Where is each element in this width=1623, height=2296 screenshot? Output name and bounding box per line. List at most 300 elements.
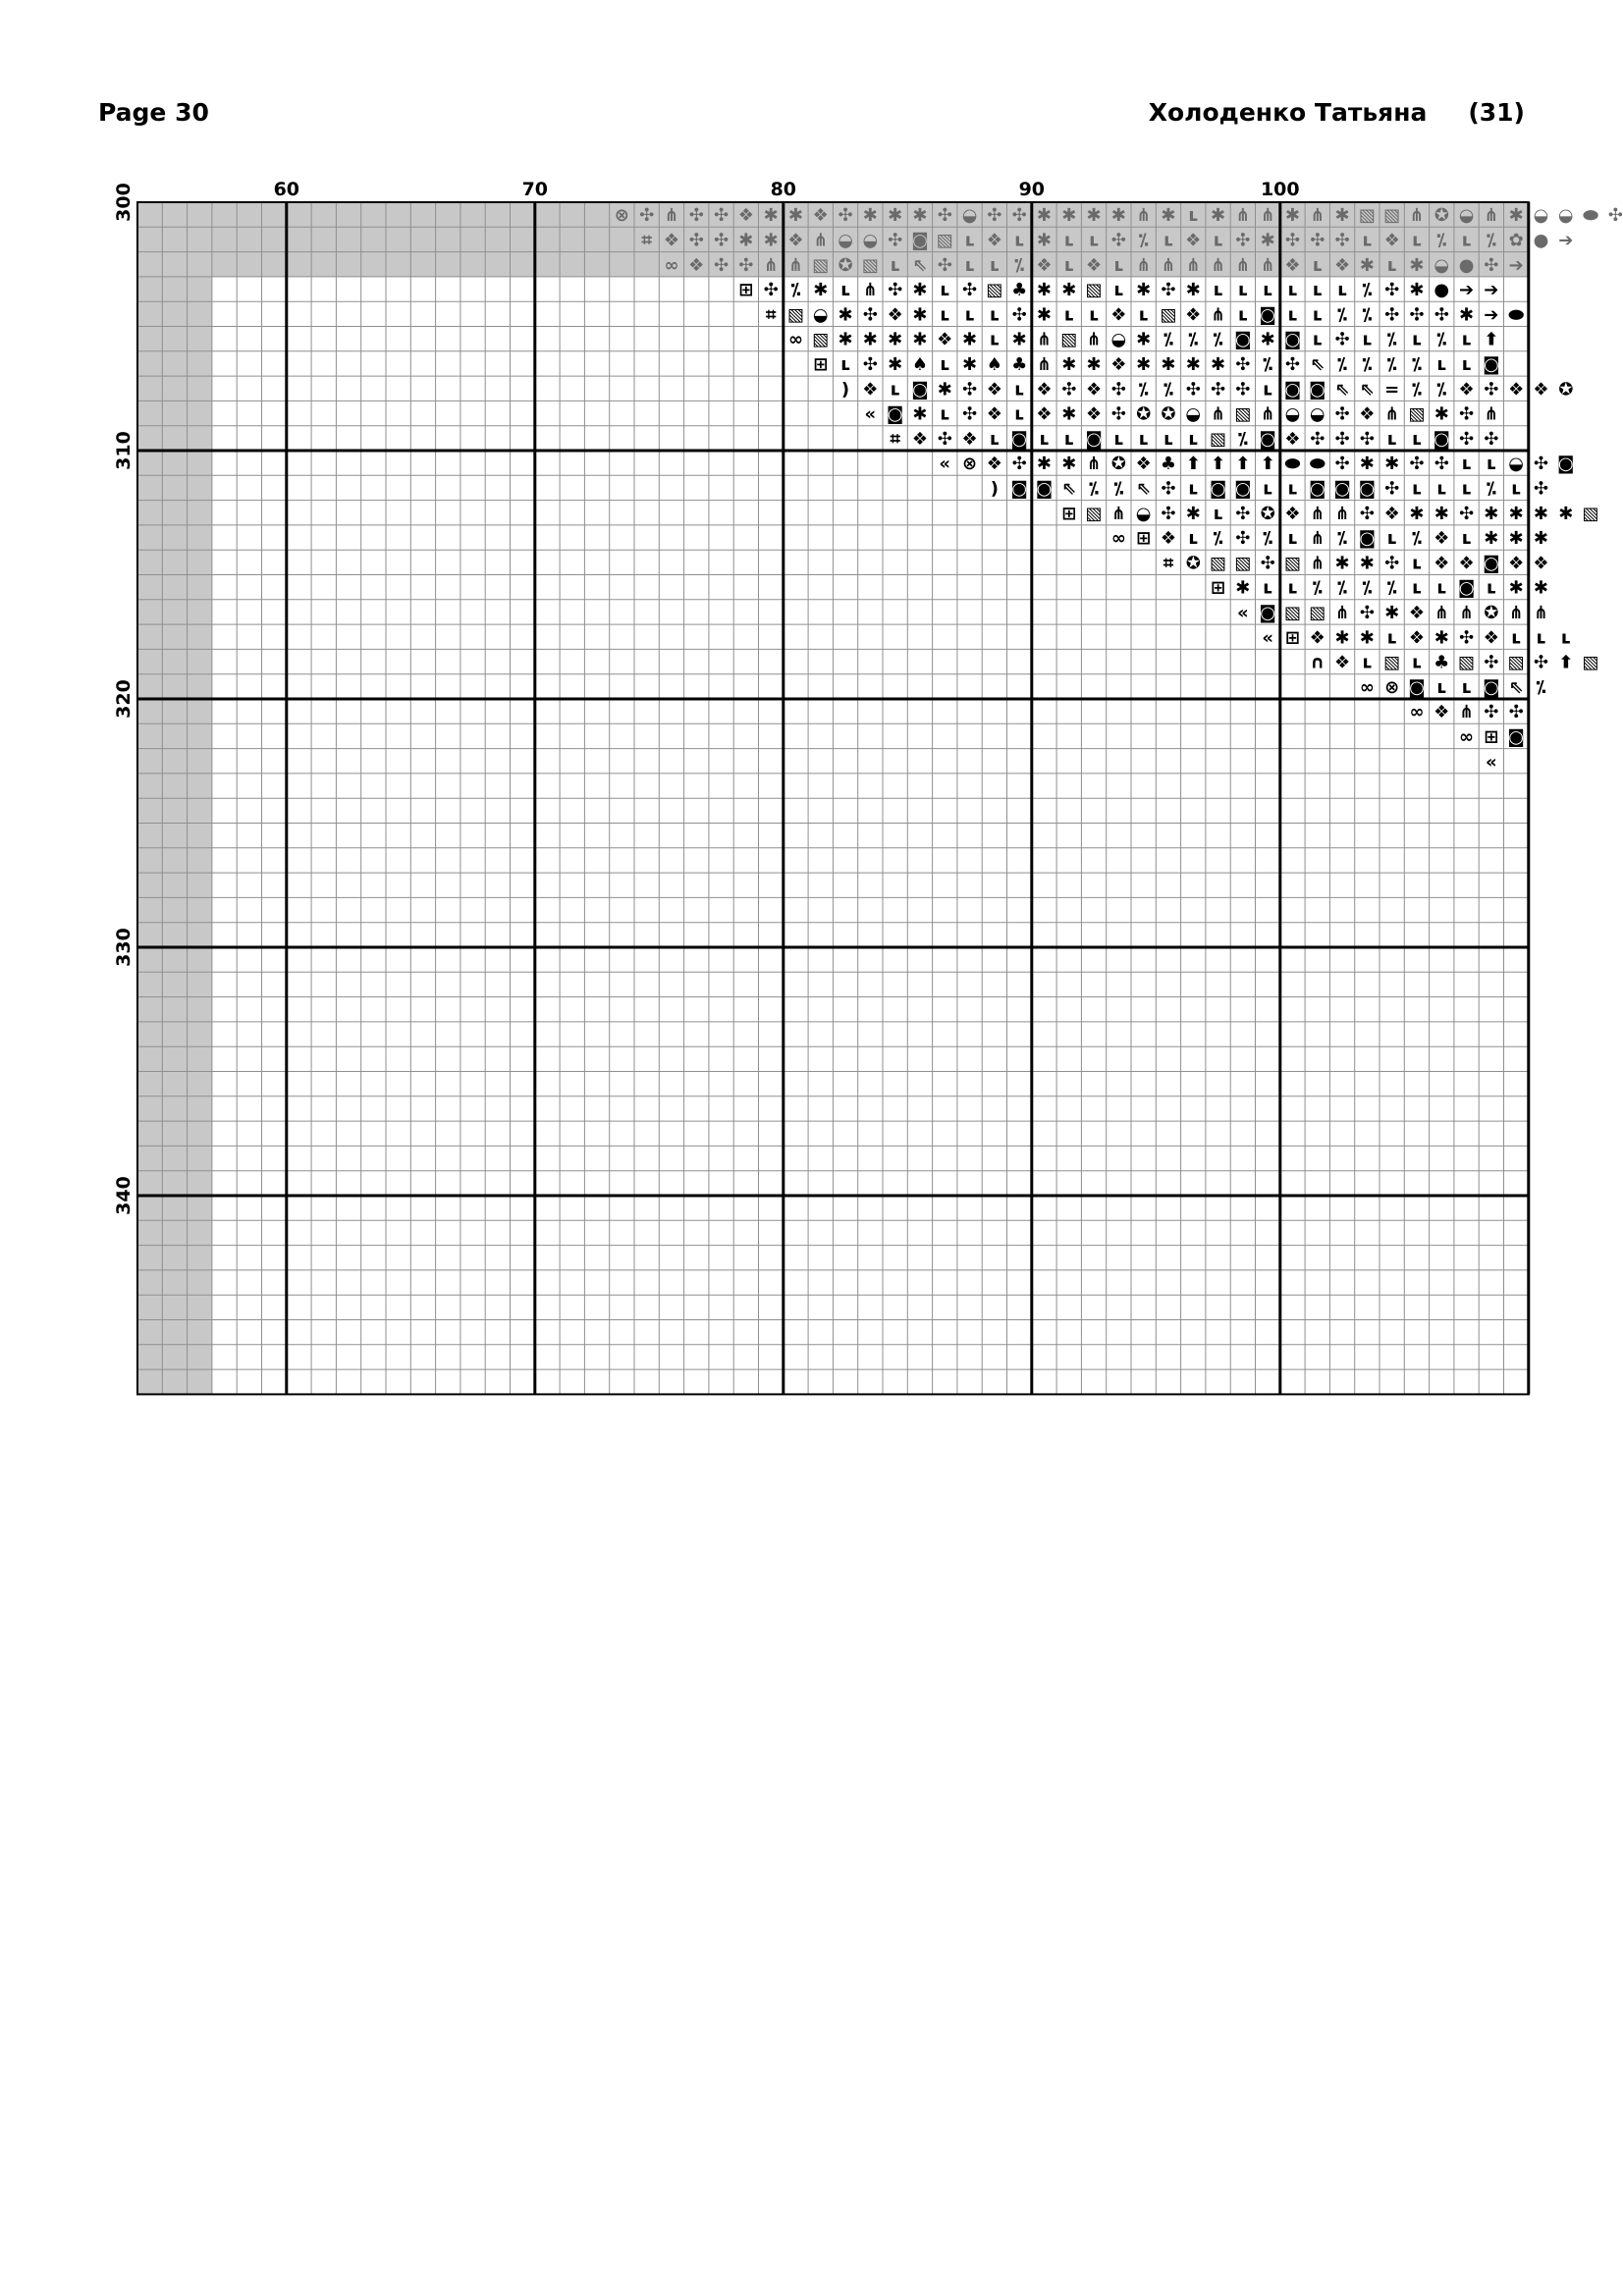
stitch-symbol: ❖ xyxy=(1135,454,1152,475)
stitch-symbol: ✱ xyxy=(888,353,903,375)
stitch-symbol: ʟ xyxy=(1163,230,1173,251)
stitch-symbol: ❖ xyxy=(1284,503,1301,524)
stitch-symbol: ✣ xyxy=(1533,454,1548,475)
stitch-symbol: ∞ xyxy=(787,329,803,350)
stitch-symbol: ✣ xyxy=(1434,304,1449,326)
stitch-symbol: ⊗ xyxy=(614,205,629,227)
stitch-symbol: ʟ xyxy=(1412,329,1422,350)
stitch-symbol: ✪ xyxy=(1484,602,1499,623)
stitch-symbol: ❖ xyxy=(986,403,1002,425)
stitch-symbol: ▧ xyxy=(936,230,953,251)
stitch-symbol: ⇖ xyxy=(1334,379,1350,400)
stitch-symbol: ʟ xyxy=(1386,627,1397,649)
stitch-symbol: ʟ xyxy=(1362,230,1373,251)
stitch-symbol: ⁒ xyxy=(1014,254,1025,276)
stitch-symbol: ∞ xyxy=(1110,528,1126,550)
stitch-symbol: ✣ xyxy=(1334,428,1350,450)
stitch-symbol: ⊞ xyxy=(813,353,829,375)
stitch-symbol: ❖ xyxy=(1160,528,1177,550)
stitch-symbol: ⁒ xyxy=(1337,353,1348,375)
stitch-symbol: ✱ xyxy=(1235,577,1251,599)
stitch-symbol: ✱ xyxy=(1185,503,1201,524)
stitch-symbol: ✣ xyxy=(1334,230,1350,251)
stitch-symbol: ⋔ xyxy=(1459,602,1475,623)
stitch-symbol: ▧ xyxy=(1458,652,1476,673)
stitch-symbol: ⋔ xyxy=(1508,602,1524,623)
stitch-symbol: ◙ xyxy=(1483,353,1500,375)
stitch-symbol: ⁒ xyxy=(1337,528,1348,550)
stitch-symbol: ❖ xyxy=(911,428,929,450)
stitch-symbol: « xyxy=(1237,602,1249,623)
stitch-symbol: ✣ xyxy=(937,428,952,450)
stitch-symbol: ❖ xyxy=(1383,230,1400,251)
stitch-symbol: ◙ xyxy=(1433,428,1450,450)
stitch-symbol: ⁒ xyxy=(1362,353,1373,375)
stitch-symbol: ▧ xyxy=(1234,403,1252,425)
stitch-symbol: ʟ xyxy=(1287,304,1298,326)
stitch-symbol: ⋔ xyxy=(1334,602,1350,623)
stitch-symbol: ✣ xyxy=(714,254,730,276)
stitch-symbol: ⁒ xyxy=(1213,528,1223,550)
stitch-symbol: « xyxy=(1486,751,1497,773)
stitch-symbol: ♣ xyxy=(1011,280,1028,301)
stitch-symbol: ✱ xyxy=(1211,205,1226,227)
stitch-symbol: ʟ xyxy=(1263,478,1273,500)
stitch-symbol: ♠ xyxy=(911,353,929,375)
stitch-symbol: ✣ xyxy=(1359,602,1375,623)
stitch-symbol: ʟ xyxy=(1113,280,1124,301)
stitch-symbol: ✱ xyxy=(912,403,928,425)
stitch-symbol: ⊗ xyxy=(962,454,978,475)
stitch-symbol: ✱ xyxy=(912,329,928,350)
stitch-symbol: ⋔ xyxy=(763,254,779,276)
stitch-symbol: ◙ xyxy=(1259,602,1276,623)
stitch-symbol: ✣ xyxy=(1434,454,1449,475)
stitch-symbol: ⋔ xyxy=(1161,254,1176,276)
stitch-symbol: ʟ xyxy=(940,304,950,326)
stitch-symbol: ▧ xyxy=(1234,553,1252,574)
stitch-symbol: ʟ xyxy=(1461,676,1472,698)
stitch-symbol: ✱ xyxy=(1334,205,1350,227)
stitch-symbol: ʟ xyxy=(1436,676,1447,698)
stitch-symbol: ✱ xyxy=(1136,329,1152,350)
stitch-symbol: ✣ xyxy=(1334,454,1350,475)
stitch-symbol: ❖ xyxy=(1284,254,1301,276)
stitch-symbol: ✱ xyxy=(1508,205,1524,227)
stitch-symbol: ⬆ xyxy=(1558,652,1574,673)
stitch-symbol: ✪ xyxy=(1161,403,1176,425)
stitch-symbol: ✱ xyxy=(962,329,978,350)
stitch-symbol: ❖ xyxy=(862,379,879,400)
stitch-symbol: ✣ xyxy=(1409,304,1425,326)
stitch-symbol: ʟ xyxy=(1362,652,1373,673)
stitch-symbol: ✱ xyxy=(937,379,952,400)
stitch-symbol: ✱ xyxy=(1136,280,1152,301)
stitch-symbol: ✱ xyxy=(1533,528,1548,550)
stitch-symbol: ⋔ xyxy=(1185,254,1201,276)
stitch-symbol: ✣ xyxy=(1533,652,1548,673)
stitch-symbol: ✣ xyxy=(1484,254,1499,276)
stitch-symbol: ✱ xyxy=(838,329,853,350)
stitch-symbol: ⋔ xyxy=(1211,304,1226,326)
stitch-symbol: ▧ xyxy=(1210,553,1227,574)
stitch-symbol: ● xyxy=(1533,230,1549,251)
stitch-symbol: ⁒ xyxy=(1138,379,1149,400)
stitch-symbol: ❖ xyxy=(1185,304,1202,326)
stitch-symbol: ʟ xyxy=(964,230,975,251)
stitch-symbol: ▧ xyxy=(1060,329,1078,350)
stitch-symbol: ✣ xyxy=(639,205,655,227)
stitch-symbol: ▧ xyxy=(1383,652,1401,673)
stitch-symbol: ʟ xyxy=(1014,403,1025,425)
stitch-symbol: ʟ xyxy=(840,353,850,375)
stitch-symbol: ✣ xyxy=(1110,230,1126,251)
stitch-symbol: ʟ xyxy=(1237,304,1248,326)
stitch-symbol: ✣ xyxy=(1607,205,1623,227)
stitch-symbol: ʟ xyxy=(964,304,975,326)
column-label: 100 xyxy=(1260,179,1300,200)
stitch-symbol: ⊞ xyxy=(1484,726,1499,748)
stitch-symbol: ʟ xyxy=(1412,652,1422,673)
stitch-symbol: ⇖ xyxy=(1508,676,1524,698)
stitch-symbol: ʟ xyxy=(1138,428,1149,450)
stitch-symbol: ✣ xyxy=(1161,280,1176,301)
stitch-symbol: ⋔ xyxy=(1211,403,1226,425)
stitch-symbol: ✱ xyxy=(1508,577,1524,599)
stitch-symbol: ❖ xyxy=(1036,254,1053,276)
stitch-symbol: ⌗ xyxy=(641,230,652,251)
stitch-symbol: ʟ xyxy=(1089,230,1099,251)
stitch-symbol: ✣ xyxy=(1484,379,1499,400)
stitch-symbol: ⇖ xyxy=(1359,379,1375,400)
stitch-symbol: ❖ xyxy=(961,428,978,450)
stitch-symbol: ʟ xyxy=(1263,280,1273,301)
page-label: Page 30 xyxy=(98,98,209,127)
stitch-symbol: ⬆ xyxy=(1235,454,1251,475)
stitch-symbol: ʟ xyxy=(1461,478,1472,500)
stitch-symbol: ◒ xyxy=(1110,329,1127,350)
stitch-symbol: ⬆ xyxy=(1260,454,1275,475)
stitch-symbol: ❖ xyxy=(1458,553,1475,574)
stitch-symbol: ʟ xyxy=(1089,304,1099,326)
stitch-symbol: ❖ xyxy=(1309,627,1325,649)
stitch-symbol: ❖ xyxy=(1110,353,1127,375)
stitch-symbol: ✣ xyxy=(714,205,730,227)
stitch-symbols xyxy=(615,205,1623,773)
stitch-symbol: ✱ xyxy=(1161,353,1176,375)
stitch-symbol: ❖ xyxy=(1508,379,1525,400)
stitch-symbol: ⁒ xyxy=(1362,304,1373,326)
stitch-symbol: ʟ xyxy=(1063,230,1074,251)
stitch-symbol: ⁒ xyxy=(1362,280,1373,301)
stitch-symbol: ✱ xyxy=(1484,528,1499,550)
stitch-symbol: ✱ xyxy=(1110,205,1126,227)
stitch-symbol: ❖ xyxy=(812,205,829,227)
stitch-symbol: ▧ xyxy=(1283,553,1301,574)
stitch-symbol: ⬬ xyxy=(1284,454,1301,475)
stitch-symbol: ✣ xyxy=(1235,528,1251,550)
stitch-symbol: ⋔ xyxy=(862,280,878,301)
stitch-symbol: ❖ xyxy=(1483,627,1499,649)
stitch-symbol: ʟ xyxy=(840,280,850,301)
stitch-symbol: ) xyxy=(990,478,999,500)
stitch-symbol: ✣ xyxy=(962,280,978,301)
column-label: 80 xyxy=(770,179,797,200)
stitch-symbol: ⁒ xyxy=(1386,577,1397,599)
stitch-symbol: ✣ xyxy=(1533,478,1548,500)
stitch-symbol: ✣ xyxy=(1235,503,1251,524)
stitch-symbol: ʟ xyxy=(1386,254,1397,276)
stitch-symbol: ʟ xyxy=(1436,577,1447,599)
stitch-symbol: ✣ xyxy=(1459,627,1475,649)
stitch-symbol: ◙ xyxy=(1457,577,1476,599)
stitch-symbol: ✱ xyxy=(838,304,853,326)
stitch-symbol: ✱ xyxy=(1384,454,1400,475)
stitch-symbol: ʟ xyxy=(890,254,900,276)
stitch-symbol: ⁒ xyxy=(1237,428,1248,450)
stitch-symbol: ✣ xyxy=(1260,553,1275,574)
stitch-symbol: ◙ xyxy=(1358,478,1377,500)
stitch-symbol: ✱ xyxy=(763,230,779,251)
stitch-symbol: ✱ xyxy=(862,329,878,350)
stitch-symbol: ❖ xyxy=(1284,428,1301,450)
stitch-symbol: ✱ xyxy=(1558,503,1574,524)
stitch-symbol: ❖ xyxy=(1359,403,1376,425)
stitch-symbol: ʟ xyxy=(989,254,1000,276)
stitch-symbol: ✪ xyxy=(1558,379,1574,400)
stitch-symbol: ✱ xyxy=(787,205,803,227)
stitch-symbol: ❖ xyxy=(1434,553,1450,574)
stitch-symbol: ➔ xyxy=(1459,280,1475,301)
stitch-symbol: ✪ xyxy=(1185,553,1201,574)
stitch-symbol: ✣ xyxy=(1110,379,1126,400)
stitch-symbol: ʟ xyxy=(1436,353,1447,375)
stitch-symbol: ♣ xyxy=(1434,652,1450,673)
stitch-symbol: ʟ xyxy=(1287,280,1298,301)
stitch-symbol: ʟ xyxy=(1436,478,1447,500)
stitch-symbol: ✱ xyxy=(862,205,878,227)
stitch-symbol: ⁒ xyxy=(1163,379,1173,400)
stitch-symbol: ◒ xyxy=(1434,254,1450,276)
stitch-symbol: ʟ xyxy=(1287,528,1298,550)
stitch-symbol: ✣ xyxy=(688,230,704,251)
stitch-symbol: ✣ xyxy=(1384,553,1400,574)
stitch-symbol: ✱ xyxy=(1508,503,1524,524)
stitch-symbol: ❖ xyxy=(1036,403,1053,425)
stitch-symbol: ʟ xyxy=(964,254,975,276)
stitch-symbol: ✪ xyxy=(1260,503,1275,524)
stitch-symbol: ✣ xyxy=(714,230,730,251)
stitch-symbol: ✱ xyxy=(912,205,928,227)
stitch-symbol: ⁒ xyxy=(1213,329,1223,350)
stitch-symbol: ⋔ xyxy=(1334,503,1350,524)
stitch-symbol: ⋔ xyxy=(1310,205,1325,227)
stitch-symbol: ◙ xyxy=(1408,676,1426,698)
stitch-symbol: ⋔ xyxy=(1310,553,1325,574)
stitch-symbol: ʟ xyxy=(1337,280,1347,301)
stitch-symbol: ▧ xyxy=(1085,280,1103,301)
stitch-symbol: ◙ xyxy=(1234,478,1252,500)
stitch-symbol: ◙ xyxy=(1333,478,1351,500)
stitch-symbol: ⋔ xyxy=(1036,329,1052,350)
stitch-symbol: ʟ xyxy=(1386,428,1397,450)
stitch-symbol: ʟ xyxy=(1014,230,1025,251)
stitch-symbol: ʟ xyxy=(1287,478,1298,500)
stitch-symbol: ✱ xyxy=(1185,353,1201,375)
stitch-symbol: ʟ xyxy=(1560,627,1571,649)
stitch-symbol: ◙ xyxy=(1483,676,1500,698)
stitch-symbol: ✱ xyxy=(1533,577,1548,599)
stitch-symbol: ✱ xyxy=(1161,205,1176,227)
stitch-symbol: ✣ xyxy=(937,205,952,227)
stitch-symbol: ⌗ xyxy=(1163,553,1174,574)
stitch-symbol: « xyxy=(864,403,877,425)
stitch-symbol: ✪ xyxy=(838,254,853,276)
stitch-symbol: ʟ xyxy=(940,280,950,301)
stitch-symbol: ⌗ xyxy=(766,304,777,326)
stitch-symbol: ✣ xyxy=(1484,652,1499,673)
stitch-symbol: ⬆ xyxy=(1185,454,1201,475)
stitch-symbol: ✱ xyxy=(1086,205,1102,227)
stitch-symbol: ✱ xyxy=(888,205,903,227)
stitch-symbol: ⁒ xyxy=(1436,379,1447,400)
stitch-symbol: ✱ xyxy=(888,329,903,350)
stitch-symbol: ✱ xyxy=(1260,230,1275,251)
stitch-symbol: ⋔ xyxy=(1310,528,1325,550)
stitch-symbol: ✱ xyxy=(1409,254,1425,276)
stitch-symbol: ✱ xyxy=(1409,503,1425,524)
stitch-symbol: ʟ xyxy=(1511,627,1522,649)
stitch-symbol: ✣ xyxy=(1359,428,1375,450)
stitch-symbol: ⊗ xyxy=(1384,676,1400,698)
stitch-symbol: ▧ xyxy=(1582,652,1599,673)
stitch-symbol: ✱ xyxy=(1384,602,1400,623)
stitch-symbol: ✪ xyxy=(1434,205,1449,227)
stitch-symbol: ʟ xyxy=(1486,577,1496,599)
stitch-symbol: ✣ xyxy=(1011,304,1027,326)
stitch-symbol: ʟ xyxy=(1163,428,1173,450)
stitch-symbol: ♣ xyxy=(1011,353,1028,375)
stitch-symbol: ✱ xyxy=(1359,254,1375,276)
stitch-symbol: ⁒ xyxy=(1411,379,1422,400)
stitch-symbol: ⬆ xyxy=(1211,454,1226,475)
row-label: 330 xyxy=(113,928,135,967)
stitch-symbol: ⊞ xyxy=(1136,528,1152,550)
stitch-symbol: ✣ xyxy=(1161,503,1176,524)
stitch-symbol: ◒ xyxy=(1508,454,1525,475)
stitch-symbol: ❖ xyxy=(688,254,705,276)
stitch-symbol: ⁒ xyxy=(1486,230,1496,251)
stitch-symbol: ❖ xyxy=(1085,379,1103,400)
stitch-symbol: ✣ xyxy=(688,205,704,227)
stitch-symbol: ✣ xyxy=(1235,230,1251,251)
stitch-symbol: ✱ xyxy=(1061,205,1077,227)
stitch-symbol: ʟ xyxy=(1412,553,1422,574)
stitch-symbol: ▧ xyxy=(1160,304,1177,326)
stitch-symbol: ✣ xyxy=(1310,230,1325,251)
stitch-symbol: ❖ xyxy=(986,379,1002,400)
stitch-symbol: ✣ xyxy=(1011,205,1027,227)
stitch-symbol: ʟ xyxy=(1263,379,1273,400)
stitch-symbol: ❖ xyxy=(1434,702,1450,723)
stitch-symbol: ∞ xyxy=(1359,676,1375,698)
stitch-symbol: ◒ xyxy=(1309,403,1325,425)
stitch-symbol: ʟ xyxy=(1362,329,1373,350)
stitch-symbol: ʟ xyxy=(940,403,950,425)
stitch-symbol: ✣ xyxy=(1334,329,1350,350)
stitch-symbol: ⋔ xyxy=(1136,205,1152,227)
stitch-symbol: ◙ xyxy=(1085,428,1103,450)
stitch-symbol: ❖ xyxy=(1408,627,1426,649)
stitch-symbol: ✪ xyxy=(1110,454,1126,475)
stitch-symbol: ✱ xyxy=(912,280,928,301)
stitch-symbol: ✣ xyxy=(1185,379,1201,400)
stitch-symbol: ◙ xyxy=(1234,329,1252,350)
column-label: 60 xyxy=(273,179,300,200)
stitch-symbol: ✣ xyxy=(1459,503,1475,524)
stitch-symbol: ❖ xyxy=(1408,602,1426,623)
stitch-symbol: ✱ xyxy=(1036,280,1052,301)
stitch-symbol: ʟ xyxy=(1188,428,1199,450)
stitch-symbol: ✱ xyxy=(1036,205,1052,227)
stitch-symbol: ⊞ xyxy=(1211,577,1226,599)
stitch-symbol: ❖ xyxy=(1085,403,1103,425)
stitch-symbol: ✱ xyxy=(1086,353,1102,375)
stitch-symbol: ✣ xyxy=(1284,353,1300,375)
stitch-symbol: ✱ xyxy=(1036,454,1052,475)
stitch-symbol: ✱ xyxy=(1533,503,1548,524)
row-label: 300 xyxy=(113,183,135,222)
stitch-symbol: ⁒ xyxy=(1312,577,1323,599)
stitch-symbol: ⇖ xyxy=(912,254,928,276)
stitch-symbol: ⋔ xyxy=(1260,254,1275,276)
stitch-symbol: ✣ xyxy=(1384,304,1400,326)
stitch-symbol: ∞ xyxy=(1409,702,1425,723)
stitch-symbol: ⋔ xyxy=(1086,454,1102,475)
stitch-symbol: ⋔ xyxy=(1136,254,1152,276)
stitch-symbol: ⋔ xyxy=(664,205,679,227)
stitch-symbol: ➔ xyxy=(1484,304,1499,326)
stitch-symbol: ◙ xyxy=(1010,428,1028,450)
stitch-symbol: ➔ xyxy=(1484,280,1499,301)
stitch-symbol: ʟ xyxy=(1312,304,1323,326)
stitch-symbol: ✱ xyxy=(1434,503,1449,524)
stitch-symbol: ❖ xyxy=(1110,304,1127,326)
stitch-symbol: ✱ xyxy=(1061,403,1077,425)
stitch-symbol: ⁒ xyxy=(1411,353,1422,375)
stitch-symbol: ʟ xyxy=(1312,329,1323,350)
stitch-symbol: ʟ xyxy=(1113,254,1124,276)
stitch-symbol: ✱ xyxy=(1061,454,1077,475)
stitch-symbol: ʟ xyxy=(1536,627,1546,649)
stitch-symbol: ◒ xyxy=(1135,503,1152,524)
stitch-symbol: ʟ xyxy=(1014,379,1025,400)
stitch-symbol: ⁒ xyxy=(1337,577,1348,599)
stitch-symbol: ❖ xyxy=(937,329,953,350)
stitch-symbol: ⁒ xyxy=(1411,528,1422,550)
stitch-symbol: ⬬ xyxy=(1583,205,1598,227)
stitch-symbol: ◙ xyxy=(886,403,904,425)
stitch-symbol: ⁒ xyxy=(1188,329,1199,350)
stitch-symbol: ⁒ xyxy=(1263,353,1273,375)
stitch-symbol: ▧ xyxy=(1309,602,1326,623)
stitch-symbol: ◙ xyxy=(1259,304,1276,326)
stitch-symbol: ⁒ xyxy=(1486,478,1496,500)
stitch-symbol: ✱ xyxy=(1334,553,1350,574)
stitch-symbol: ✣ xyxy=(1211,379,1226,400)
stitch-symbol: ∩ xyxy=(1310,652,1325,673)
stitch-symbol: ʟ xyxy=(1312,254,1323,276)
